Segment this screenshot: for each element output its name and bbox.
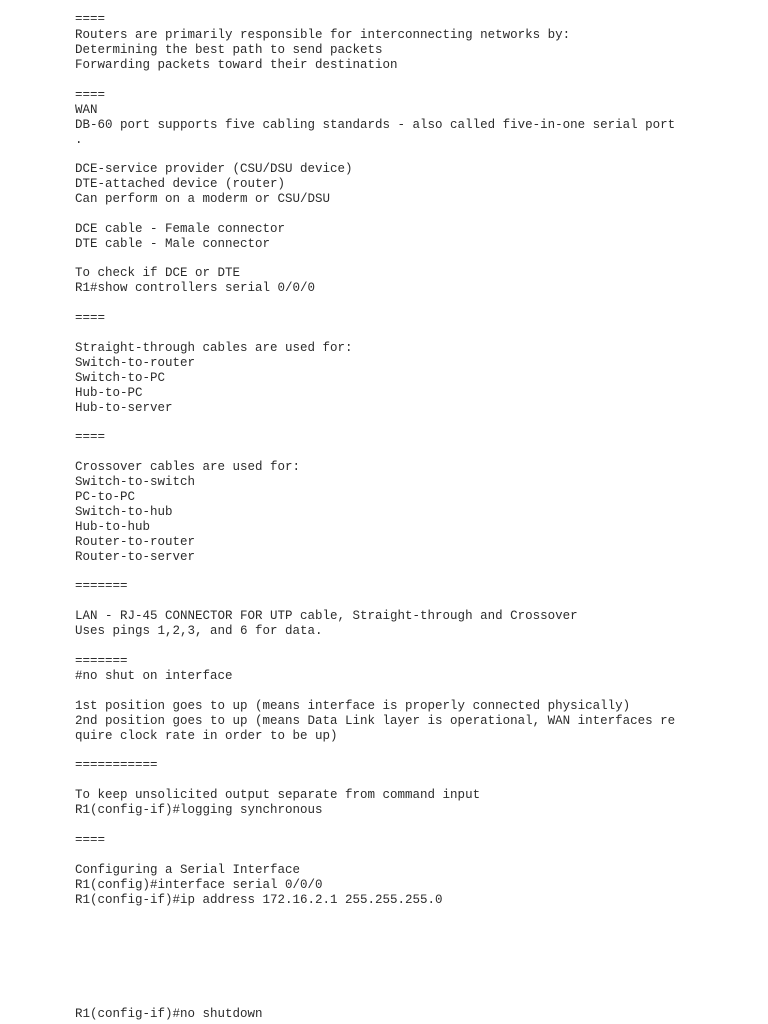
list-item: Hub-to-server: [75, 401, 173, 415]
text-line: quire clock rate in order to be up): [75, 729, 338, 743]
separator-line: ====: [75, 430, 106, 444]
text-line: 1st position goes to up (means interface is properly connected physically): [75, 699, 631, 713]
text-line: Forwarding packets toward their destination: [75, 58, 398, 72]
list-item: Switch-to-switch: [75, 475, 196, 489]
text-line: Can perform on a moderm or CSU/DSU: [75, 192, 331, 206]
list-item: PC-to-PC: [75, 490, 136, 504]
separator-line: =======: [75, 654, 128, 668]
list-item: Hub-to-PC: [75, 386, 143, 400]
command-line: #no shut on interface: [75, 669, 233, 683]
text-line: .: [75, 133, 83, 147]
separator-line: ===========: [75, 758, 158, 772]
list-item: Hub-to-hub: [75, 520, 151, 534]
text-line: To keep unsolicited output separate from command input: [75, 788, 481, 802]
separator-line: =======: [75, 579, 128, 593]
list-item: Router-to-router: [75, 535, 196, 549]
text-line: DCE-service provider (CSU/DSU device): [75, 162, 353, 176]
command-line: R1(config-if)#ip address 172.16.2.1 255.255.255.0: [75, 893, 443, 907]
text-line: Determining the best path to send packets: [75, 43, 383, 57]
text-line: WAN: [75, 103, 98, 117]
text-line: DTE-attached device (router): [75, 177, 286, 191]
command-line: R1#show controllers serial 0/0/0: [75, 281, 316, 295]
text-line: Crossover cables are used for:: [75, 460, 301, 474]
list-item: Router-to-server: [75, 550, 196, 564]
command-line: R1(config)#interface serial 0/0/0: [75, 878, 323, 892]
text-line: Straight-through cables are used for:: [75, 341, 353, 355]
text-line: To check if DCE or DTE: [75, 266, 241, 280]
separator-line: ====: [75, 311, 106, 325]
list-item: Switch-to-router: [75, 356, 196, 370]
text-line: DTE cable - Male connector: [75, 237, 271, 251]
list-item: Switch-to-PC: [75, 371, 166, 385]
separator-line: ====: [75, 12, 106, 26]
text-line: DCE cable - Female connector: [75, 222, 286, 236]
separator-line: ====: [75, 88, 106, 102]
text-line: Routers are primarily responsible for interconnecting networks by:: [75, 28, 571, 42]
list-item: Switch-to-hub: [75, 505, 173, 519]
command-line: R1(config-if)#logging synchronous: [75, 803, 323, 817]
command-line: R1(config-if)#no shutdown: [75, 1007, 263, 1021]
separator-line: ====: [75, 833, 106, 847]
text-line: Configuring a Serial Interface: [75, 863, 301, 877]
text-line: 2nd position goes to up (means Data Link layer is operational, WAN interfaces re: [75, 714, 676, 728]
text-line: DB-60 port supports five cabling standards - also called five-in-one serial port: [75, 118, 676, 132]
text-line: LAN - RJ-45 CONNECTOR FOR UTP cable, Straight-through and Crossover: [75, 609, 578, 623]
text-line: Uses pings 1,2,3, and 6 for data.: [75, 624, 323, 638]
